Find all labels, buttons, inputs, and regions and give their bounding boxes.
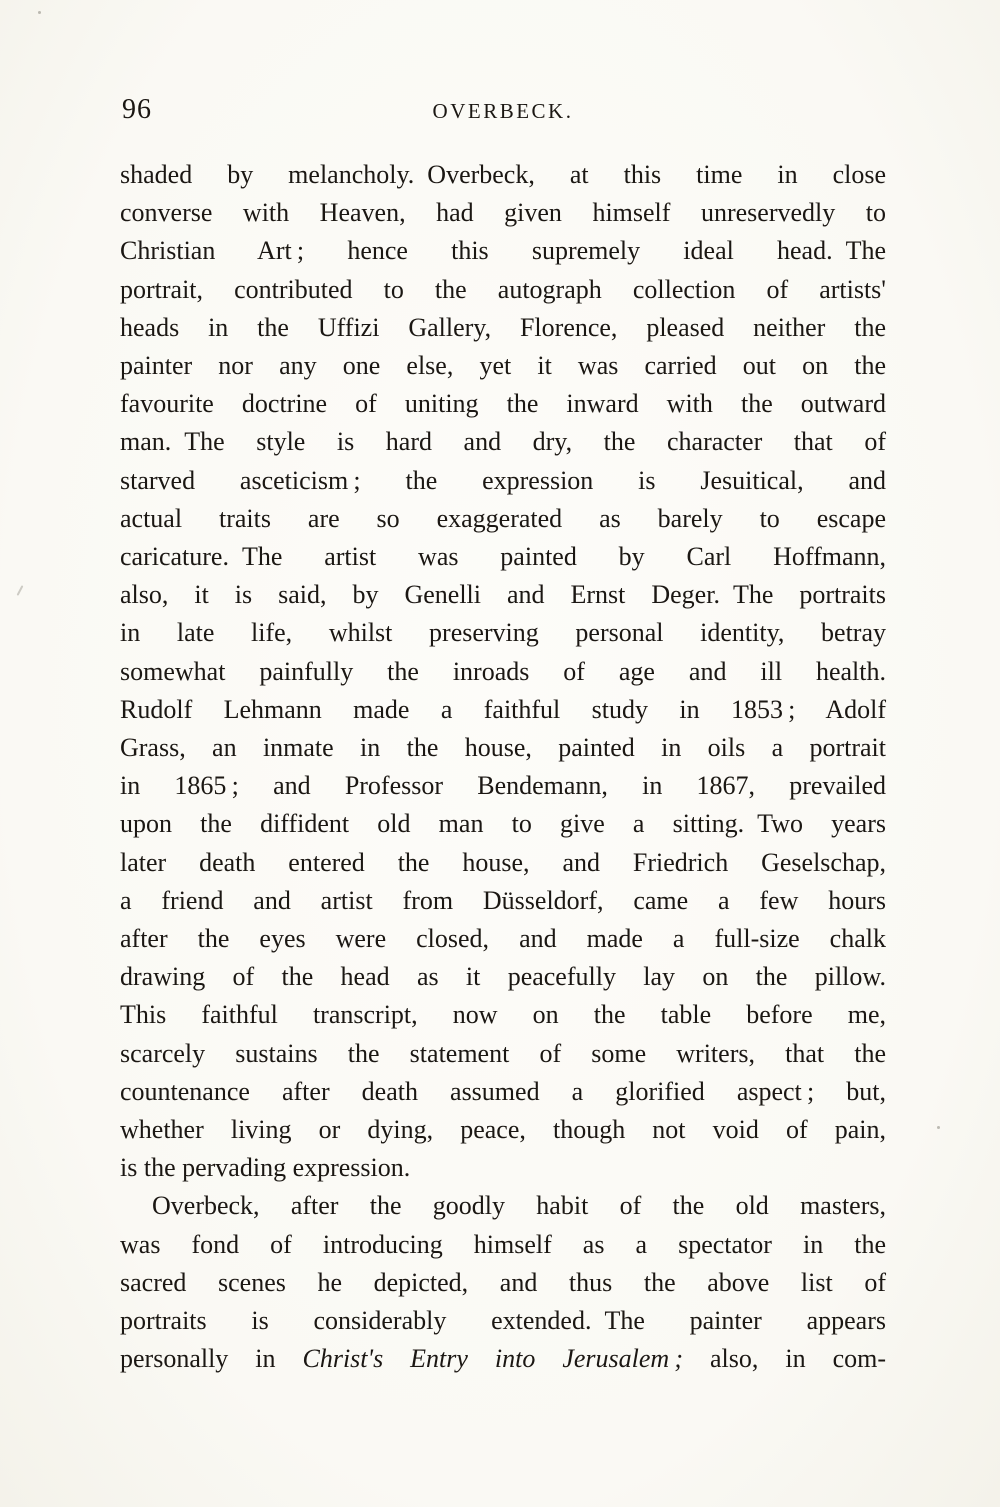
text-line xyxy=(120,347,886,385)
text-segment: upon the diffident old man to give a sitting. Two years xyxy=(120,809,886,839)
text-segment: sacred scenes he depicted, and thus the above list of xyxy=(120,1267,886,1297)
text-segment: somewhat painfully the inroads of age and ill health. xyxy=(120,656,886,686)
text-segment: actual traits are so exaggerated as barely to escape xyxy=(120,503,886,533)
italic-text-segment: Christ's Entry into Jerusalem ; xyxy=(302,1344,684,1374)
text-segment: Christian Art ; hence this supremely ideal head. The xyxy=(120,236,886,266)
text-segment: after the eyes were closed, and made a full-size chalk xyxy=(120,924,886,954)
text-line xyxy=(120,996,886,1034)
text-line xyxy=(120,767,886,805)
text-line xyxy=(120,271,886,309)
page-header xyxy=(120,94,886,130)
text-segment: whether living or dying, peace, though not void of pain, xyxy=(120,1115,886,1145)
scan-speck xyxy=(17,585,24,596)
text-segment: favourite doctrine of uniting the inward with the outward xyxy=(120,389,886,419)
text-line xyxy=(120,691,886,729)
text-line xyxy=(120,385,886,423)
text-line xyxy=(120,729,886,767)
text-segment: portraits is considerably extended. The painter appears xyxy=(120,1306,886,1336)
text-line xyxy=(120,1073,886,1111)
text-segment: shaded by melancholy. Overbeck, at this time in close xyxy=(120,160,886,189)
text-segment: was fond of introducing himself as a spectator in the xyxy=(120,1229,886,1259)
text-segment: is the pervading expression. xyxy=(120,1153,411,1183)
scan-speck xyxy=(38,11,41,14)
text-segment: countenance after death assumed a glorified aspect ; but, xyxy=(120,1076,886,1106)
text-segment: converse with Heaven, had given himself unreservedly to xyxy=(120,198,886,228)
text-segment: Rudolf Lehmann made a faithful study in 1853 ; Adolf xyxy=(120,694,886,724)
text-line xyxy=(120,500,886,538)
text-line xyxy=(120,920,886,958)
text-line xyxy=(120,1035,886,1073)
text-line xyxy=(120,423,886,461)
text-segment: also, it is said, by Genelli and Ernst Deger. The portraits xyxy=(120,580,886,610)
text-segment: a friend and artist from Düsseldorf, came a few hours xyxy=(120,885,886,915)
text-segment: Overbeck, after the goodly habit of the old masters, xyxy=(152,1191,886,1221)
text-segment: scarcely sustains the statement of some writers, that the xyxy=(120,1038,886,1068)
page-number: 96 xyxy=(122,94,152,125)
text-segment: drawing of the head as it peacefully lay on the pillow. xyxy=(120,962,886,992)
scan-speck xyxy=(937,1126,940,1129)
text-line xyxy=(120,1187,886,1225)
text-line xyxy=(120,805,886,843)
text-line xyxy=(120,194,886,232)
text-segment: in late life, whilst preserving personal identity, betray xyxy=(120,618,886,648)
text-line xyxy=(120,538,886,576)
text-line xyxy=(120,1111,886,1149)
text-line xyxy=(120,1149,886,1187)
text-line xyxy=(120,958,886,996)
text-line xyxy=(120,882,886,920)
text-line xyxy=(120,614,886,652)
text-segment: painter nor any one else, yet it was carried out on the xyxy=(120,351,886,381)
page-body xyxy=(120,156,886,1379)
text-line xyxy=(120,156,886,194)
text-segment: Grass, an inmate in the house, painted in oils a portrait xyxy=(120,733,886,763)
text-segment: This faithful transcript, now on the table before me, xyxy=(120,1000,886,1030)
text-line xyxy=(120,1302,886,1340)
text-line xyxy=(120,844,886,882)
text-line xyxy=(120,1340,886,1378)
text-segment: starved asceticism ; the expression is Jesuitical, and xyxy=(120,465,886,495)
paragraph xyxy=(120,1187,886,1378)
text-segment: man. The style is hard and dry, the character that of xyxy=(120,427,886,457)
text-line xyxy=(120,309,886,347)
running-header-title: OVERBECK. xyxy=(432,99,574,123)
text-segment: also, in com- xyxy=(683,1344,886,1374)
text-segment: caricature. The artist was painted by Carl Hoffmann, xyxy=(120,542,886,572)
text-segment: later death entered the house, and Friedrich Geselschap, xyxy=(120,847,886,877)
text-segment: heads in the Uffizi Gallery, Florence, pleased neither the xyxy=(120,312,886,342)
text-line xyxy=(120,232,886,270)
text-line xyxy=(120,1226,886,1264)
text-segment: personally in xyxy=(120,1344,303,1374)
text-line xyxy=(120,462,886,500)
text-line xyxy=(120,576,886,614)
text-segment: in 1865 ; and Professor Bendemann, in 1867, prevailed xyxy=(120,771,886,801)
text-line xyxy=(120,653,886,691)
paragraph xyxy=(120,156,886,1187)
text-line xyxy=(120,1264,886,1302)
text-segment: portrait, contributed to the autograph collection of artists' xyxy=(120,274,886,304)
